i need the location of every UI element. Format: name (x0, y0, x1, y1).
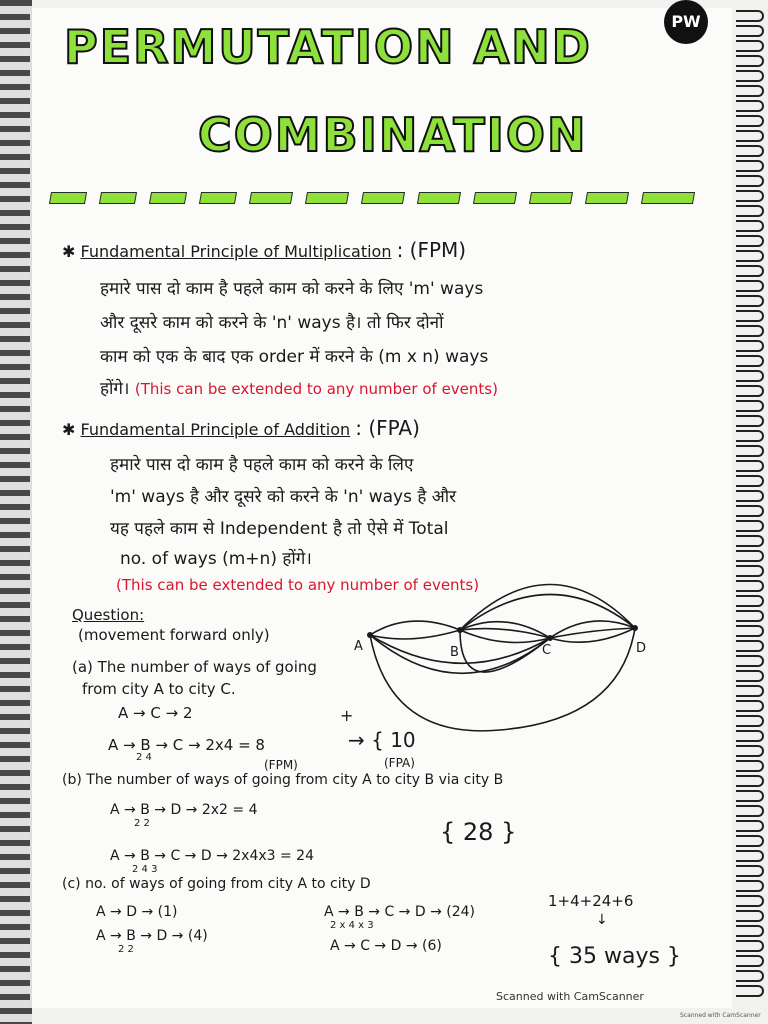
q-c-rsub1: 2 x 4 x 3 (330, 920, 374, 931)
spiral-coil (736, 85, 764, 97)
question-heading: Question: (72, 606, 145, 624)
city-c-label: C (542, 643, 552, 658)
route-a-b-2 (370, 630, 460, 639)
spiral-coil (736, 700, 764, 712)
route-b-d-0 (460, 630, 550, 672)
q-c-r2: A → C → D → (6) (330, 938, 442, 954)
q-b-l2: A → B → C → D → 2x4x3 = 24 (110, 848, 314, 864)
q-b-l1: A → B → D → 2x2 = 4 (110, 802, 258, 818)
question-note: (movement forward only) (78, 626, 270, 644)
spiral-coil (736, 880, 764, 892)
spiral-coil (736, 460, 764, 472)
spiral-coil (736, 895, 764, 907)
fpm-line4: होंगे। (100, 379, 130, 399)
city-a-node (367, 632, 373, 638)
camscanner-footer: Scanned with CamScanner (496, 990, 644, 1003)
green-dash-divider (50, 192, 710, 204)
spiral-coil (736, 280, 764, 292)
spiral-coil (736, 340, 764, 352)
fpm-line4-row (100, 376, 498, 399)
spiral-coil (736, 370, 764, 382)
spiral-coil (736, 955, 764, 967)
spiral-coil (736, 670, 764, 682)
spiral-coil (736, 820, 764, 832)
q-a-result: → { 10 (348, 728, 416, 752)
spiral-coil (736, 550, 764, 562)
q-c-sub2: 2 2 (118, 944, 134, 955)
spiral-coil (736, 115, 764, 127)
spiral-coil (736, 145, 764, 157)
spiral-coil (736, 385, 764, 397)
spiral-coil (736, 325, 764, 337)
title-line1: PERMUTATION AND (64, 20, 592, 74)
fpa-line2: 'm' ways है और दूसरे को करने के 'n' ways है और (110, 487, 457, 507)
q-c-r1: A → B → C → D → (24) (324, 904, 475, 920)
fpm-line3: काम को एक के बाद एक order में करने के (m x n) ways (100, 347, 489, 367)
city-d-label: D (636, 641, 647, 656)
binder-edge (0, 0, 32, 1024)
q-c-total: { 35 ways } (548, 944, 681, 969)
spiral-coil (736, 235, 764, 247)
spiral-coil (736, 835, 764, 847)
fpa-line3: यह पहले काम से Independent है तो ऐसे में Total (110, 519, 449, 539)
spiral-coil (736, 355, 764, 367)
spiral-coil (736, 940, 764, 952)
spiral-coil (736, 190, 764, 202)
spiral-coil (736, 70, 764, 82)
spiral-coil (736, 160, 764, 172)
spiral-coil (736, 55, 764, 67)
fpa-section (62, 416, 420, 440)
q-c-text: (c) no. of ways of going from city A to city D (62, 876, 371, 892)
spiral-coil (736, 760, 764, 772)
route-a-d (370, 628, 635, 731)
spiral-coil (736, 505, 764, 517)
q-a-text1: (a) The number of ways of going (72, 658, 317, 676)
fpm-tag: : (FPM) (396, 238, 467, 262)
q-a-fpa: (FPA) (384, 756, 415, 770)
spiral-coil (736, 415, 764, 427)
spiral-coil (736, 985, 764, 997)
spiral-coil (736, 430, 764, 442)
route-b-c-3 (460, 630, 550, 643)
spiral-coil (736, 625, 764, 637)
spiral-coil (736, 910, 764, 922)
q-a-l1: A → C → 2 (118, 704, 193, 722)
city-d-node (632, 625, 638, 631)
pw-logo: PW (664, 0, 708, 44)
spiral-coil (736, 535, 764, 547)
spiral-coil (736, 475, 764, 487)
spiral-coil (736, 130, 764, 142)
spiral-coil (736, 40, 764, 52)
fpa-line4: no. of ways (m+n) होंगे। (120, 549, 312, 569)
spiral-coil (736, 640, 764, 652)
spiral-coil (736, 805, 764, 817)
spiral-coil (736, 565, 764, 577)
spiral-coil (736, 265, 764, 277)
fpa-tag: : (FPA) (355, 416, 420, 440)
q-a-text2: from city A to city C. (82, 680, 236, 698)
spiral-coil (736, 100, 764, 112)
fpm-heading: Fundamental Principle of Multiplication (80, 242, 392, 261)
q-c-sum-arrow: ↓ (596, 912, 608, 928)
q-a-l2: A → B → C → 2x4 = 8 (108, 736, 265, 754)
spiral-coil (736, 790, 764, 802)
spiral-coil (736, 580, 764, 592)
route-b-d-2 (460, 594, 635, 630)
spiral-coil (736, 850, 764, 862)
q-b-sub1: 2 2 (134, 818, 150, 829)
fpa-heading: Fundamental Principle of Addition (80, 420, 351, 439)
city-b-node (457, 627, 463, 633)
city-route-diagram (350, 580, 660, 740)
spiral-coil (736, 610, 764, 622)
title-line2: COMBINATION (198, 108, 588, 162)
spiral-coil (736, 400, 764, 412)
spiral-coil (736, 250, 764, 262)
spiral-coil (736, 865, 764, 877)
spiral-coil (736, 25, 764, 37)
q-b-sub2: 2 4 3 (132, 864, 158, 875)
spiral-coil (736, 520, 764, 532)
spiral-coil (736, 220, 764, 232)
spiral-coil (736, 925, 764, 937)
q-a-sub: 2 4 (136, 752, 152, 763)
spiral-coil (736, 295, 764, 307)
city-a-label: A (354, 639, 363, 654)
spiral-coil (736, 745, 764, 757)
fpa-line1: हमारे पास दो काम है पहले काम को करने के लिए (110, 455, 414, 475)
spiral-coil (736, 310, 764, 322)
bullet-star-icon: ✱ (62, 242, 81, 261)
q-b-text: (b) The number of ways of going from city A to city B via city B (62, 772, 504, 788)
spiral-coil (736, 970, 764, 982)
spiral-coil (736, 685, 764, 697)
spiral-coil (736, 595, 764, 607)
fpm-line2: और दूसरे काम को करने के 'n' ways है। तो फिर दोनों (100, 313, 444, 333)
city-b-label: B (450, 645, 459, 660)
spiral-coil (736, 655, 764, 667)
spiral-coil (736, 205, 764, 217)
q-c-sum: 1+4+24+6 (548, 892, 634, 910)
q-c-l2: A → B → D → (4) (96, 928, 208, 944)
spiral-coil (736, 445, 764, 457)
spiral-binding (724, 10, 764, 1010)
spiral-coil (736, 175, 764, 187)
fpm-line1: हमारे पास दो काम है पहले काम को करने के लिए 'm' ways (100, 279, 484, 299)
q-a-plus: + (340, 706, 354, 725)
spiral-coil (736, 10, 764, 22)
fpa-note: (This can be extended to any number of events) (116, 576, 480, 594)
spiral-coil (736, 775, 764, 787)
fpm-section (62, 238, 466, 262)
spiral-coil (736, 715, 764, 727)
bullet-star-icon: ✱ (62, 420, 81, 439)
spiral-coil (736, 730, 764, 742)
city-c-node (547, 635, 553, 641)
camscanner-footer-small: Scanned with CamScanner (680, 1012, 761, 1019)
q-b-result: { 28 } (440, 818, 517, 846)
q-c-l1: A → D → (1) (96, 904, 178, 920)
q-a-fpm: (FPM) (264, 758, 298, 772)
spiral-coil (736, 490, 764, 502)
fpm-note: (This can be extended to any number of events) (134, 380, 498, 398)
